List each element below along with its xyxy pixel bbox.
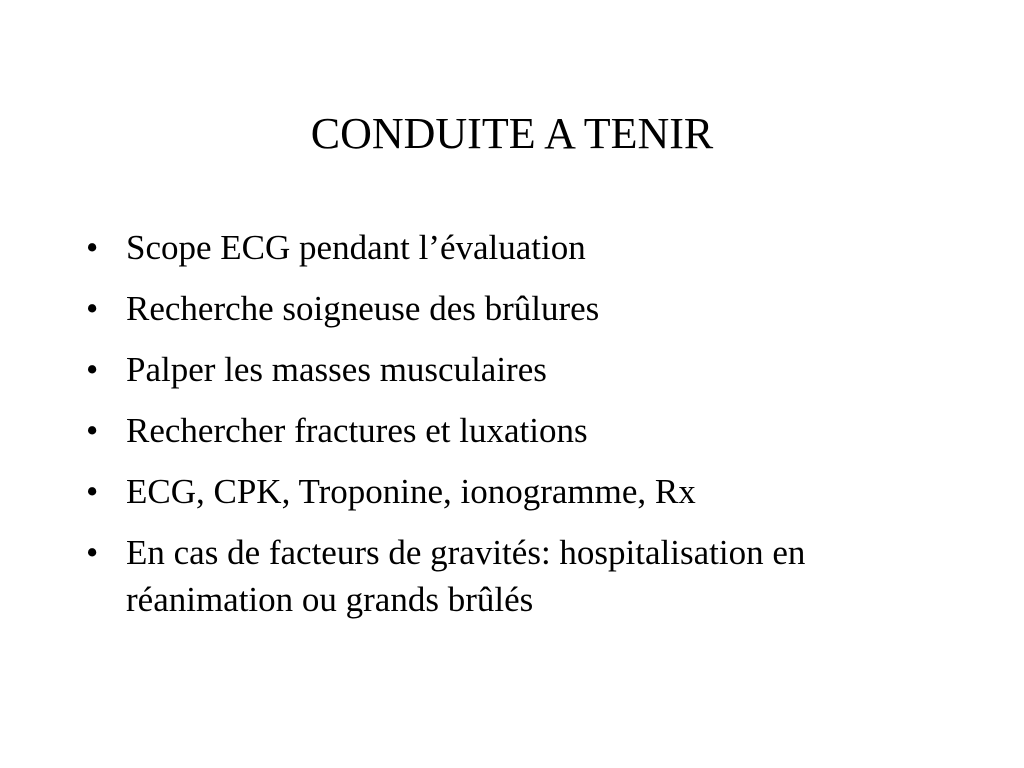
bullet-icon: •	[86, 472, 99, 511]
bullet-icon: •	[86, 533, 99, 572]
bullet-icon: •	[86, 350, 99, 389]
bullet-icon: •	[86, 228, 99, 267]
bullet-list	[86, 224, 946, 637]
bullet-text: Palper les masses musculaires	[126, 350, 547, 389]
bullet-item	[86, 529, 946, 623]
bullet-item	[86, 285, 946, 332]
bullet-text: ECG, CPK, Troponine, ionogramme, Rx	[126, 472, 696, 511]
bullet-text: Recherche soigneuse des brûlures	[126, 289, 600, 328]
bullet-item	[86, 346, 946, 393]
bullet-icon: •	[86, 289, 99, 328]
bullet-item	[86, 468, 946, 515]
bullet-text: En cas de facteurs de gravités: hospitalisation en réanimation ou grands brûlés	[126, 533, 806, 619]
bullet-icon: •	[86, 411, 99, 450]
bullet-text: Scope ECG pendant l’évaluation	[126, 228, 586, 267]
bullet-text: Rechercher fractures et luxations	[126, 411, 588, 450]
bullet-item	[86, 224, 946, 271]
bullet-item	[86, 407, 946, 454]
slide-title: CONDUITE A TENIR	[310, 109, 714, 158]
